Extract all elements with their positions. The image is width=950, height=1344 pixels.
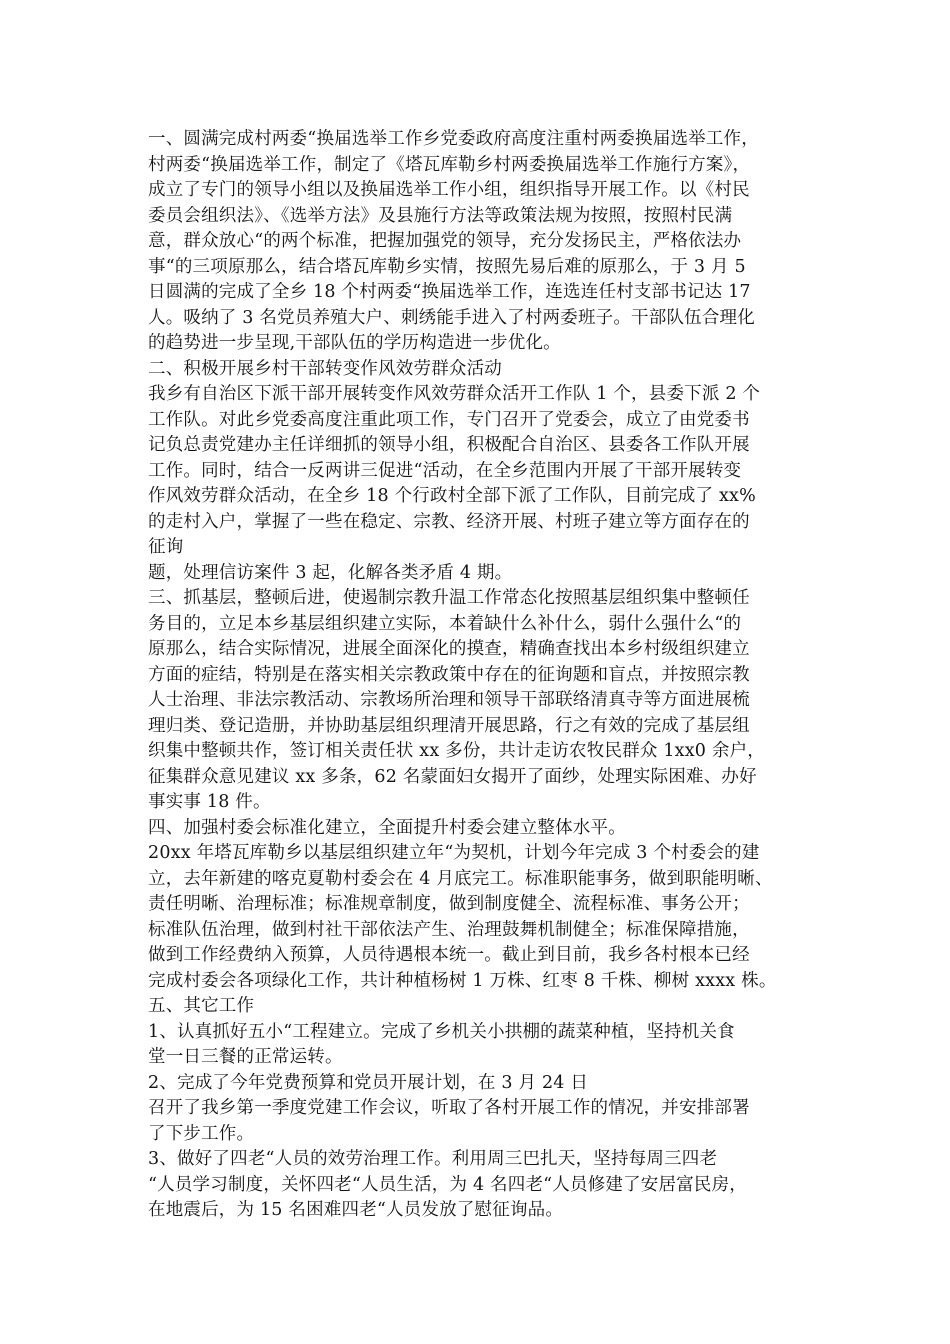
- text-line: 立，去年新建的喀克夏勒村委会在 4 月底完工。标准职能事务，做到职能明晰、: [148, 868, 773, 889]
- text-line: 召开了我乡第一季度党建工作会议，听取了各村开展工作的情况，并安排部署: [148, 1098, 750, 1118]
- text-line: 标准队伍治理，做到村社干部依法产生、治理鼓舞机制健全；标准保障措施，: [148, 919, 750, 940]
- text-line: 20xx 年塔瓦库勒乡以基层组织建立年“为契机，计划今年完成 3 个村委会的建: [148, 843, 760, 863]
- text-line: 题，处理信访案件 3 起，化解各类矛盾 4 期。: [148, 562, 513, 583]
- text-line: 事实事 18 件。: [148, 792, 271, 812]
- text-line: 记负总责党建办主任详细抓的领导小组，积极配合自治区、县委各工作队开展: [148, 435, 750, 455]
- text-line: 了下步工作。: [148, 1123, 255, 1144]
- text-line: 的走村入户，掌握了一些在稳定、宗教、经济开展、村班子建立等方面存在的: [148, 511, 750, 532]
- text-line: “人员学习制度，关怀四老“人员生活，为 4 名四老“人员修建了安居富民房，: [148, 1174, 747, 1195]
- text-line: 村两委“换届选举工作，制定了《塔瓦库勒乡村两委换届选举工作施行方案》，: [148, 154, 751, 175]
- text-line: 方面的症结，特别是在落实相关宗教政策中存在的征询题和盲点，并按照宗教: [148, 664, 750, 685]
- text-line: 堂一日三餐的正常运转。: [148, 1047, 343, 1067]
- text-line: 理归类、登记造册，并协助基层组织理清开展思路，行之有效的完成了基层组: [148, 715, 750, 736]
- text-line: 四、加强村委会标准化建立，全面提升村委会建立整体水平。: [148, 817, 626, 838]
- text-line: 的趋势进一步呈现,干部队伍的学历构造进一步优化。: [148, 333, 561, 353]
- text-line: 原那么，结合实际情况，进展全面深化的摸查，精确查找出本乡村级组织建立: [148, 639, 750, 659]
- text-line: 征询: [148, 537, 184, 557]
- text-line: 完成村委会各项绿化工作，共计种植杨树 1 万株、红枣 8 千株、柳树 xxxx 株。: [148, 970, 777, 991]
- text-line: 日圆满的完成了全乡 18 个村两委“换届选举工作，连选连任村支部书记达 17: [148, 282, 751, 302]
- text-line: 五、其它工作: [148, 996, 255, 1016]
- text-line: 三、抓基层，整顿后进，使遏制宗教升温工作常态化按照基层组织集中整顿任: [148, 588, 750, 608]
- text-line: 织集中整顿共作，签订相关责任状 xx 多份，共计走访农牧民群众 1xx0 余户，: [148, 741, 765, 761]
- text-line: 工作队。对此乡党委高度注重此项工作，专门召开了党委会，成立了由党委书: [148, 409, 750, 430]
- text-line: 征集群众意见建议 xx 多条，62 名蒙面妇女揭开了面纱，处理实际困难、办好: [148, 766, 757, 787]
- text-line: 我乡有自治区下派干部开展转变作风效劳群众活开工作队 1 个，县委下派 2 个: [148, 384, 761, 404]
- text-line: 人士治理、非法宗教活动、宗教场所治理和领导干部联络清真寺等方面进展梳: [148, 690, 750, 710]
- document-body: [148, 127, 808, 1224]
- text-line: 委员会组织法》、《选举方法》及县施行方法等政策法规为按照，按照村民满: [148, 205, 733, 226]
- text-line: 务目的，立足本乡基层组织建立实际，本着缺什么补什么，弱什么强什么“的: [148, 613, 742, 634]
- text-line: 工作。同时，结合一反两讲三促进“活动，在全乡范围内开展了干部开展转变: [148, 460, 742, 481]
- text-line: 人。吸纳了 3 名党员养殖大户、刺绣能手进入了村两委班子。干部队伍合理化: [148, 307, 755, 328]
- text-line: 在地震后，为 15 名困难四老“人员发放了慰征询品。: [148, 1200, 564, 1220]
- text-line: 一、圆满完成村两委“换届选举工作乡党委政府高度注重村两委换届选举工作，: [148, 129, 759, 149]
- text-line: 责任明晰、治理标准；标准规章制度，做到制度健全、流程标准、事务公开；: [148, 894, 750, 914]
- text-line: 二、积极开展乡村干部转变作风效劳群众活动: [148, 358, 502, 379]
- text-line: 成立了专门的领导小组以及换届选举工作小组，组织指导开展工作。以《村民: [148, 180, 750, 200]
- text-line: 意，群众放心“的两个标准，把握加强党的领导，充分发扬民主，严格依法办: [148, 231, 742, 251]
- text-line: 做到工作经费纳入预算，人员待遇根本统一。截止到目前，我乡各村根本已经: [148, 945, 750, 965]
- text-line: 3、做好了四老“人员的效劳治理工作。利用周三巴扎天，坚持每周三四老: [148, 1149, 718, 1169]
- text-line: 事“的三项原那么，结合塔瓦库勒乡实情，按照先易后难的原那么，于 3 月 5: [148, 256, 746, 277]
- text-line: 作风效劳群众活动，在全乡 18 个行政村全部下派了工作队，目前完成了 xx%: [148, 486, 756, 506]
- text-line: 2、完成了今年党费预算和党员开展计划，在 3 月 24 日: [148, 1072, 589, 1093]
- text-line: 1、认真抓好五小“工程建立。完成了乡机关小拱棚的蔬菜种植，坚持机关食: [148, 1021, 735, 1042]
